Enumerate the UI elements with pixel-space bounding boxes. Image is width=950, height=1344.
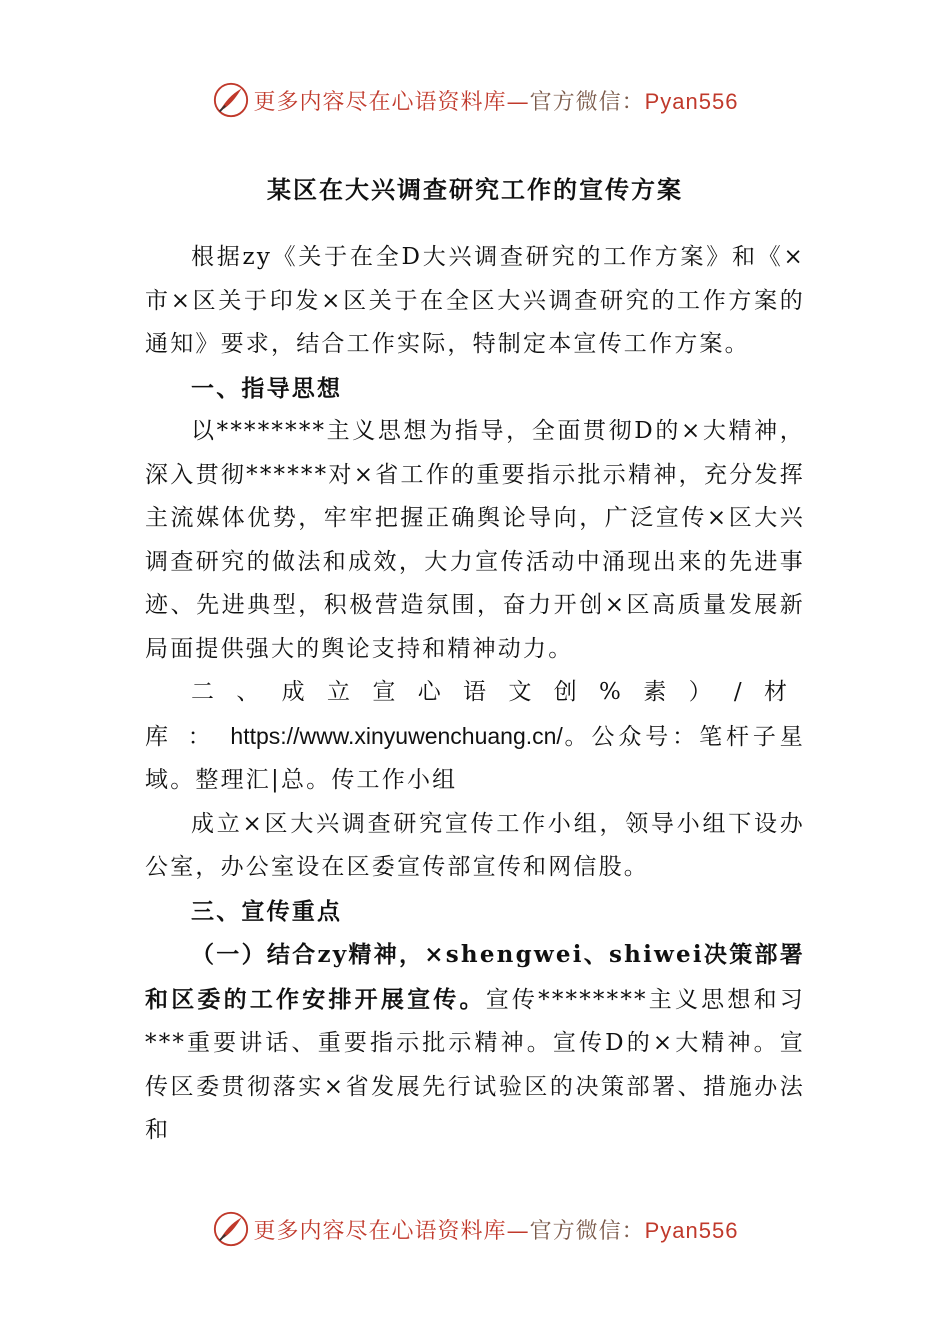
banner-text [254,85,739,116]
footer-banner-text [254,1214,739,1245]
section1-paragraph: 以********主义思想为指导，全面贯彻D的×大精神，深入贯彻******对×省工作的重要指示批示精神，充分发挥主流媒体优势，牢牢把握正确舆论导向，广泛宣传×区大兴调查研究的做法和成效，大力宣传活动中涌现出来的先进事迹、先进典型，积极营造氛围，奋力开创×区高质量发展新局面提供强大的舆论支持和精神动力。 [145,418,805,662]
document-title: 某区在大兴调查研究工作的宣传方案 [267,175,683,204]
section1-heading: 一、指导思想 [191,374,343,402]
section2-heading-part2: 。公众号：笔杆子星域。整理汇|总。传工作小组 [145,723,805,793]
quill-logo-icon [212,1210,250,1248]
section2-heading-part1: 二、成立宣心语文创%素）/材库： [145,679,805,750]
section3-sub1-bold: （一）结合zy精神，×shengwei、shiwei决策部署和区委的工作安排开展宣传。 [145,941,805,1013]
header-banner [0,80,950,120]
banner-wechat-id: Pyan556 [644,88,739,114]
section2-paragraph: 成立×区大兴调查研究宣传工作小组，领导小组下设办公室，办公室设在区委宣传部宣传和网信股。 [145,810,805,880]
intro-paragraph: 根据zy《关于在全D大兴调查研究的工作方案》和《×市×区关于印发×区关于在全区大兴调查研究的工作方案的通知》要求，结合工作实际，特制定本宣传工作方案。 [145,244,805,357]
footer-banner-wechat-label: 官方微信： [529,1218,645,1244]
footer-banner-main-text: 更多内容尽在心语资料库 [253,1218,507,1244]
banner-wechat-label: 官方微信： [529,89,645,115]
banner-separator: — [506,89,530,115]
footer-banner [0,1209,950,1249]
section3-sub1-paragraph [145,933,805,1153]
banner-main-text: 更多内容尽在心语资料库 [253,89,507,115]
footer-banner-separator: — [506,1218,530,1244]
section2-url: https://www.xinyuwenchuang.cn/ [230,722,563,749]
quill-logo-icon [212,81,250,119]
footer-banner-wechat-id: Pyan556 [644,1217,739,1243]
section3-heading: 三、宣传重点 [191,897,343,925]
section3-sub1-text: 宣传********主义思想和习***重要讲话、重要指示批示精神。宣传D的×大精神。宣传区委贯彻落实×省发展先行试验区的决策部署、措施办法和 [145,986,805,1143]
document-body [145,236,805,1153]
section2-heading [145,671,805,803]
